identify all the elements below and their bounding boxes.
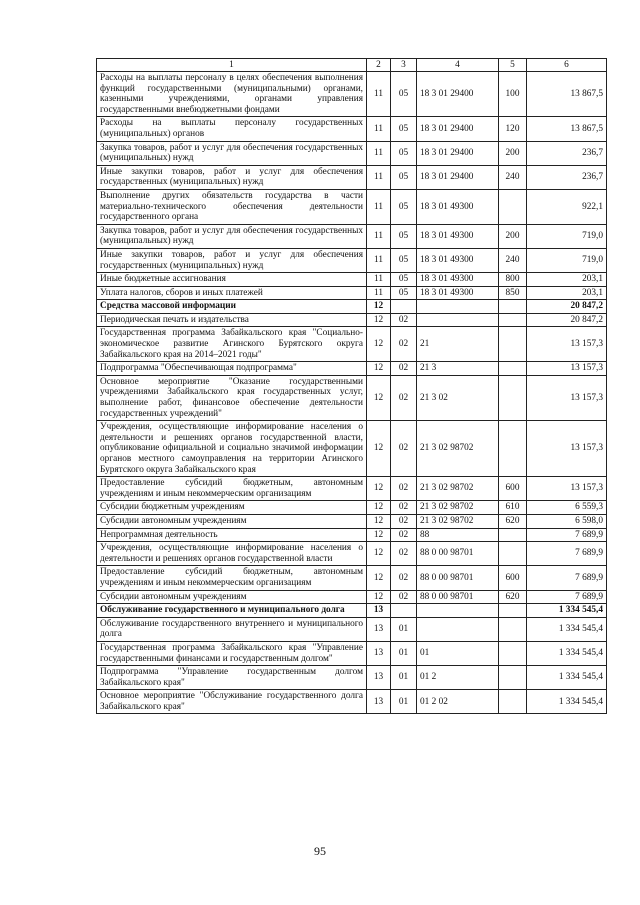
- row-amount-cell: 6 598,0: [527, 514, 607, 528]
- row-amount-cell: 7 689,9: [527, 528, 607, 542]
- row-section-cell: 12: [367, 327, 391, 362]
- row-expense-type-cell: 240: [499, 248, 527, 272]
- row-expense-type-cell: 600: [499, 477, 527, 501]
- row-amount-cell: 20 847,2: [527, 313, 607, 327]
- row-amount-cell: 20 847,2: [527, 300, 607, 314]
- header-col-5: 5: [499, 59, 527, 72]
- table-row: [97, 300, 607, 314]
- row-subsection-cell: 02: [391, 528, 417, 542]
- row-subsection-cell: 02: [391, 421, 417, 477]
- budget-table: [96, 58, 607, 714]
- row-name-cell: Обслуживание государственного и муниципального долга: [97, 604, 367, 618]
- row-name-cell: Расходы на выплаты персоналу государственных (муниципальных) органов: [97, 117, 367, 141]
- table-row: [97, 72, 607, 117]
- row-name-cell: Субсидии автономным учреждениям: [97, 514, 367, 528]
- row-target-article-cell: [417, 617, 499, 641]
- row-expense-type-cell: 120: [499, 117, 527, 141]
- row-target-article-cell: 21 3 02: [417, 375, 499, 420]
- row-amount-cell: 203,1: [527, 286, 607, 300]
- row-target-article-cell: 88 0 00 98701: [417, 542, 499, 566]
- row-subsection-cell: 02: [391, 590, 417, 604]
- header-col-4: 4: [417, 59, 499, 72]
- row-section-cell: 12: [367, 421, 391, 477]
- table-row: [97, 690, 607, 714]
- row-amount-cell: 7 689,9: [527, 566, 607, 590]
- row-name-cell: Учреждения, осуществляющие информирование населения о деятельности и решениях органов государственной власти: [97, 542, 367, 566]
- table-row: [97, 566, 607, 590]
- row-subsection-cell: 05: [391, 224, 417, 248]
- row-expense-type-cell: 610: [499, 501, 527, 515]
- row-name-cell: Средства массовой информации: [97, 300, 367, 314]
- table-row: [97, 224, 607, 248]
- row-amount-cell: 7 689,9: [527, 590, 607, 604]
- row-amount-cell: 13 157,3: [527, 421, 607, 477]
- row-section-cell: 11: [367, 72, 391, 117]
- table-row: [97, 421, 607, 477]
- row-name-cell: Уплата налогов, сборов и иных платежей: [97, 286, 367, 300]
- header-col-6: 6: [527, 59, 607, 72]
- row-target-article-cell: 18 3 01 29400: [417, 165, 499, 189]
- table-row: [97, 501, 607, 515]
- row-section-cell: 13: [367, 604, 391, 618]
- row-amount-cell: 6 559,3: [527, 501, 607, 515]
- row-subsection-cell: [391, 604, 417, 618]
- row-expense-type-cell: [499, 313, 527, 327]
- row-subsection-cell: 05: [391, 248, 417, 272]
- table-row: [97, 375, 607, 420]
- row-subsection-cell: 02: [391, 362, 417, 376]
- row-amount-cell: 13 157,3: [527, 477, 607, 501]
- row-target-article-cell: [417, 313, 499, 327]
- row-name-cell: Периодическая печать и издательства: [97, 313, 367, 327]
- row-subsection-cell: 05: [391, 189, 417, 224]
- row-name-cell: Обслуживание государственного внутреннего и муниципального долга: [97, 617, 367, 641]
- row-section-cell: 12: [367, 313, 391, 327]
- row-name-cell: Иные закупки товаров, работ и услуг для обеспечения государственных (муниципальных) нужд: [97, 165, 367, 189]
- row-target-article-cell: 21: [417, 327, 499, 362]
- row-name-cell: Иные бюджетные ассигнования: [97, 273, 367, 287]
- row-subsection-cell: 05: [391, 286, 417, 300]
- table-row: [97, 590, 607, 604]
- row-expense-type-cell: [499, 641, 527, 665]
- row-amount-cell: 13 867,5: [527, 72, 607, 117]
- row-name-cell: Предоставление субсидий бюджетным, автономным учреждениям и иным некоммерческим организациям: [97, 566, 367, 590]
- row-name-cell: Непрограммная деятельность: [97, 528, 367, 542]
- row-target-article-cell: 88: [417, 528, 499, 542]
- row-target-article-cell: 18 3 01 49300: [417, 189, 499, 224]
- row-target-article-cell: [417, 300, 499, 314]
- row-expense-type-cell: 620: [499, 590, 527, 604]
- row-expense-type-cell: [499, 690, 527, 714]
- row-subsection-cell: 02: [391, 327, 417, 362]
- table-row: [97, 313, 607, 327]
- row-target-article-cell: 88 0 00 98701: [417, 590, 499, 604]
- row-amount-cell: 1 334 545,4: [527, 666, 607, 690]
- row-target-article-cell: 18 3 01 29400: [417, 141, 499, 165]
- page-number: 95: [314, 844, 326, 858]
- row-target-article-cell: 21 3 02 98702: [417, 501, 499, 515]
- row-target-article-cell: 21 3: [417, 362, 499, 376]
- row-section-cell: 12: [367, 528, 391, 542]
- table-row: [97, 273, 607, 287]
- table-row: [97, 248, 607, 272]
- table-row: [97, 542, 607, 566]
- row-target-article-cell: 18 3 01 29400: [417, 117, 499, 141]
- row-expense-type-cell: [499, 604, 527, 618]
- row-name-cell: Основное мероприятие "Обслуживание государственного долга Забайкальского края": [97, 690, 367, 714]
- table-row: [97, 514, 607, 528]
- header-col-3: 3: [391, 59, 417, 72]
- table-header-row: [97, 59, 607, 72]
- row-expense-type-cell: 100: [499, 72, 527, 117]
- table-row: [97, 141, 607, 165]
- table-row: [97, 666, 607, 690]
- row-expense-type-cell: [499, 617, 527, 641]
- row-section-cell: 12: [367, 542, 391, 566]
- row-subsection-cell: 05: [391, 72, 417, 117]
- row-section-cell: 12: [367, 477, 391, 501]
- row-section-cell: 12: [367, 590, 391, 604]
- table-row: [97, 286, 607, 300]
- row-name-cell: Закупка товаров, работ и услуг для обеспечения государственных (муниципальных) нужд: [97, 224, 367, 248]
- row-section-cell: 13: [367, 666, 391, 690]
- table-row: [97, 641, 607, 665]
- table-row: [97, 528, 607, 542]
- row-expense-type-cell: [499, 327, 527, 362]
- row-subsection-cell: 02: [391, 566, 417, 590]
- table-row: [97, 327, 607, 362]
- row-target-article-cell: [417, 604, 499, 618]
- row-amount-cell: 1 334 545,4: [527, 617, 607, 641]
- row-target-article-cell: 01: [417, 641, 499, 665]
- row-section-cell: 11: [367, 141, 391, 165]
- row-expense-type-cell: [499, 666, 527, 690]
- row-subsection-cell: 02: [391, 514, 417, 528]
- row-subsection-cell: [391, 300, 417, 314]
- row-section-cell: 13: [367, 690, 391, 714]
- table-row: [97, 165, 607, 189]
- row-name-cell: Предоставление субсидий бюджетным, автономным учреждениям и иным некоммерческим организациям: [97, 477, 367, 501]
- row-target-article-cell: 21 3 02 98702: [417, 477, 499, 501]
- row-expense-type-cell: [499, 421, 527, 477]
- row-name-cell: Расходы на выплаты персоналу в целях обеспечения выполнения функций государственными (муниципальными) органами, казенными учреждениями, органами управления государственными внебюджетными фондами: [97, 72, 367, 117]
- row-subsection-cell: 01: [391, 666, 417, 690]
- row-expense-type-cell: [499, 375, 527, 420]
- row-expense-type-cell: 620: [499, 514, 527, 528]
- row-subsection-cell: 01: [391, 617, 417, 641]
- row-expense-type-cell: [499, 528, 527, 542]
- row-target-article-cell: 21 3 02 98702: [417, 514, 499, 528]
- row-target-article-cell: 18 3 01 49300: [417, 273, 499, 287]
- row-name-cell: Закупка товаров, работ и услуг для обеспечения государственных (муниципальных) нужд: [97, 141, 367, 165]
- row-name-cell: Учреждения, осуществляющие информирование населения о деятельности и решениях органов государственной власти, опубликование официальной и социально значимой информации органов местного самоуправления на территории Агинского Бурятского округа Забайкальского края: [97, 421, 367, 477]
- table-row: [97, 189, 607, 224]
- row-amount-cell: 13 157,3: [527, 375, 607, 420]
- row-amount-cell: 13 867,5: [527, 117, 607, 141]
- row-section-cell: 13: [367, 617, 391, 641]
- row-subsection-cell: 05: [391, 273, 417, 287]
- row-amount-cell: 236,7: [527, 165, 607, 189]
- row-section-cell: 11: [367, 248, 391, 272]
- row-subsection-cell: 02: [391, 501, 417, 515]
- row-expense-type-cell: [499, 189, 527, 224]
- row-name-cell: Выполнение других обязательств государства в части материально-технического обеспечения деятельности государственного органа: [97, 189, 367, 224]
- table-row: [97, 477, 607, 501]
- row-target-article-cell: 21 3 02 98702: [417, 421, 499, 477]
- row-expense-type-cell: [499, 542, 527, 566]
- row-section-cell: 12: [367, 362, 391, 376]
- row-name-cell: Основное мероприятие "Оказание государственными учреждениями Забайкальского края государственных услуг, выполнение работ, финансовое обеспечение деятельности государственных учреждений": [97, 375, 367, 420]
- row-expense-type-cell: [499, 362, 527, 376]
- row-target-article-cell: 18 3 01 49300: [417, 286, 499, 300]
- row-subsection-cell: 01: [391, 641, 417, 665]
- table-row: [97, 362, 607, 376]
- row-subsection-cell: 02: [391, 375, 417, 420]
- row-amount-cell: 13 157,3: [527, 327, 607, 362]
- row-section-cell: 11: [367, 286, 391, 300]
- row-section-cell: 11: [367, 165, 391, 189]
- row-expense-type-cell: 850: [499, 286, 527, 300]
- row-name-cell: Подпрограмма "Обеспечивающая подпрограмма": [97, 362, 367, 376]
- row-name-cell: Субсидии бюджетным учреждениям: [97, 501, 367, 515]
- row-name-cell: Государственная программа Забайкальского края "Управление государственными финансами и государственным долгом": [97, 641, 367, 665]
- row-expense-type-cell: 240: [499, 165, 527, 189]
- row-section-cell: 12: [367, 375, 391, 420]
- row-subsection-cell: 05: [391, 165, 417, 189]
- row-expense-type-cell: 200: [499, 224, 527, 248]
- row-name-cell: Подпрограмма "Управление государственным долгом Забайкальского края": [97, 666, 367, 690]
- row-section-cell: 11: [367, 273, 391, 287]
- row-amount-cell: 1 334 545,4: [527, 604, 607, 618]
- row-target-article-cell: 18 3 01 49300: [417, 224, 499, 248]
- row-amount-cell: 1 334 545,4: [527, 641, 607, 665]
- row-amount-cell: 13 157,3: [527, 362, 607, 376]
- table-row: [97, 617, 607, 641]
- row-subsection-cell: 01: [391, 690, 417, 714]
- row-amount-cell: 7 689,9: [527, 542, 607, 566]
- row-section-cell: 11: [367, 117, 391, 141]
- row-section-cell: 13: [367, 641, 391, 665]
- row-section-cell: 12: [367, 566, 391, 590]
- row-name-cell: Иные закупки товаров, работ и услуг для обеспечения государственных (муниципальных) нужд: [97, 248, 367, 272]
- row-section-cell: 12: [367, 300, 391, 314]
- row-name-cell: Государственная программа Забайкальского края "Социально-экономическое развитие Агинского Бурятского округа Забайкальского края на 2014–2021 годы": [97, 327, 367, 362]
- row-subsection-cell: 02: [391, 313, 417, 327]
- row-target-article-cell: 01 2 02: [417, 690, 499, 714]
- row-subsection-cell: 05: [391, 117, 417, 141]
- row-amount-cell: 922,1: [527, 189, 607, 224]
- row-target-article-cell: 88 0 00 98701: [417, 566, 499, 590]
- row-amount-cell: 719,0: [527, 224, 607, 248]
- row-expense-type-cell: 600: [499, 566, 527, 590]
- row-section-cell: 11: [367, 189, 391, 224]
- row-section-cell: 11: [367, 224, 391, 248]
- table-row: [97, 117, 607, 141]
- row-amount-cell: 719,0: [527, 248, 607, 272]
- row-amount-cell: 203,1: [527, 273, 607, 287]
- row-target-article-cell: 18 3 01 49300: [417, 248, 499, 272]
- row-target-article-cell: 18 3 01 29400: [417, 72, 499, 117]
- header-col-1: 1: [97, 59, 367, 72]
- row-expense-type-cell: [499, 300, 527, 314]
- row-section-cell: 12: [367, 501, 391, 515]
- row-amount-cell: 236,7: [527, 141, 607, 165]
- row-section-cell: 12: [367, 514, 391, 528]
- row-expense-type-cell: 200: [499, 141, 527, 165]
- row-amount-cell: 1 334 545,4: [527, 690, 607, 714]
- row-target-article-cell: 01 2: [417, 666, 499, 690]
- row-subsection-cell: 02: [391, 542, 417, 566]
- row-expense-type-cell: 800: [499, 273, 527, 287]
- row-subsection-cell: 02: [391, 477, 417, 501]
- row-subsection-cell: 05: [391, 141, 417, 165]
- table-row: [97, 604, 607, 618]
- row-name-cell: Субсидии автономным учреждениям: [97, 590, 367, 604]
- header-col-2: 2: [367, 59, 391, 72]
- table-body: [97, 72, 607, 714]
